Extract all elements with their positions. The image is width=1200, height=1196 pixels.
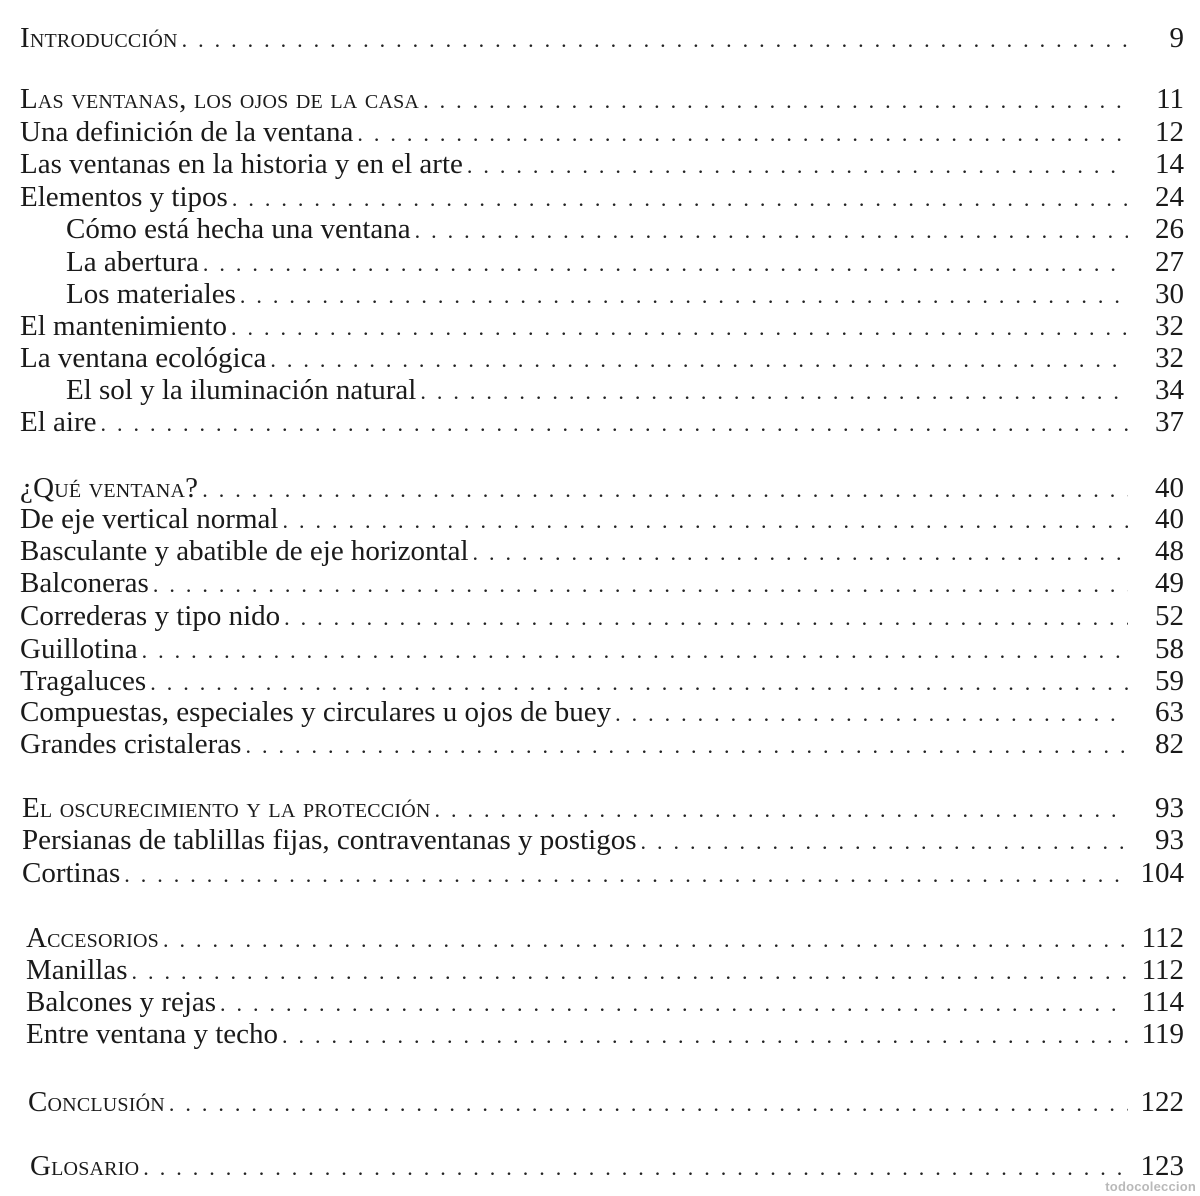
toc-entry-page: 114: [1141, 986, 1184, 1018]
toc-entry-sol-iluminacion: [66, 374, 1184, 408]
toc-entry-abertura: [66, 246, 1184, 280]
toc-entry-page: 49: [1155, 567, 1184, 599]
toc-entry-ventana-ecologica: [20, 342, 1184, 376]
toc-entry-title: Balconeras: [20, 567, 149, 599]
toc-entry-materiales: [66, 278, 1184, 312]
toc-entry-page: 93: [1155, 792, 1184, 824]
toc-entry-title: La ventana ecológica: [20, 342, 267, 374]
toc-entry-page: 48: [1155, 535, 1184, 567]
toc-entry-page: 123: [1140, 1150, 1184, 1182]
dot-leader: [245, 730, 1128, 762]
dot-leader: [169, 1088, 1128, 1120]
toc-entry-elementos-tipos: [20, 181, 1184, 215]
toc-entry-page: 37: [1155, 406, 1184, 438]
dot-leader: [231, 312, 1128, 344]
toc-entry-title: El mantenimiento: [20, 310, 227, 342]
dot-leader: [270, 344, 1128, 376]
toc-entry-persianas: [22, 824, 1184, 858]
toc-entry-page: 82: [1155, 728, 1184, 760]
toc-entry-como-esta-hecha: [66, 213, 1184, 247]
toc-entry-page: 112: [1141, 954, 1184, 986]
toc-entry-correderas: [20, 600, 1184, 634]
toc-entry-title: Basculante y abatible de eje horizontal: [20, 535, 469, 567]
toc-entry-page: 12: [1155, 116, 1184, 148]
toc-entry-title: Entre ventana y techo: [26, 1018, 279, 1050]
toc-entry-glosario: [30, 1150, 1184, 1184]
toc-entry-page: 30: [1155, 278, 1184, 310]
toc-entry-basculante: [20, 535, 1184, 569]
dot-leader: [153, 569, 1128, 601]
toc-entry-definicion: [20, 116, 1184, 150]
toc-entry-mantenimiento: [20, 310, 1184, 344]
dot-leader: [615, 698, 1128, 730]
dot-leader: [473, 537, 1128, 569]
toc-entry-manillas: [26, 954, 1184, 988]
dot-leader: [423, 85, 1128, 117]
toc-entry-cortinas: [22, 857, 1184, 891]
dot-leader: [182, 24, 1128, 56]
dot-leader: [143, 1152, 1128, 1184]
toc-entry-title: Grandes cristaleras: [20, 728, 242, 760]
toc-entry-page: 27: [1155, 246, 1184, 278]
dot-leader: [100, 408, 1128, 440]
toc-entry-grandes-cristaleras: [20, 728, 1184, 762]
dot-leader: [282, 505, 1128, 537]
toc-entry-title: Guillotina: [20, 633, 138, 665]
toc-entry-balcones-rejas: [26, 986, 1184, 1020]
toc-entry-title: Introducción: [20, 22, 178, 54]
dot-leader: [132, 956, 1129, 988]
toc-entry-title: De eje vertical normal: [20, 503, 279, 535]
toc-entry-page: 11: [1156, 83, 1184, 115]
toc-entry-balconeras: [20, 567, 1184, 601]
toc-entry-page: 40: [1155, 503, 1184, 535]
toc-entry-accesorios: [26, 922, 1184, 956]
toc-entry-conclusion: [28, 1086, 1184, 1120]
toc-entry-page: 24: [1155, 181, 1184, 213]
toc-entry-page: 32: [1155, 310, 1184, 342]
toc-entry-guillotina: [20, 633, 1184, 667]
toc-entry-page: 104: [1140, 857, 1184, 889]
dot-leader: [124, 859, 1128, 891]
toc-entry-title: Glosario: [30, 1150, 140, 1182]
toc-entry-title: Cortinas: [22, 857, 121, 889]
toc-entry-page: 14: [1155, 148, 1184, 180]
dot-leader: [150, 667, 1128, 699]
toc-entry-introduccion: [20, 22, 1184, 56]
toc-entry-eje-vertical: [20, 503, 1184, 537]
toc-entry-title: Las ventanas en la historia y en el arte: [20, 148, 463, 180]
toc-entry-page: 59: [1155, 665, 1184, 697]
toc-entry-page: 34: [1155, 374, 1184, 406]
watermark: todocoleccion: [1105, 1179, 1196, 1194]
dot-leader: [284, 602, 1128, 634]
toc-entry-page: 52: [1155, 600, 1184, 632]
toc-entry-page: 63: [1155, 696, 1184, 728]
toc-entry-title: El aire: [20, 406, 97, 438]
toc-entry-title: Tragaluces: [20, 665, 147, 697]
dot-leader: [202, 474, 1128, 506]
dot-leader: [415, 215, 1128, 247]
toc-entry-title: El oscurecimiento y la protección: [22, 792, 431, 824]
toc-entry-page: 40: [1155, 472, 1184, 504]
toc-entry-title: Los materiales: [66, 278, 236, 310]
toc-entry-title: Compuestas, especiales y circulares u ojos de buey: [20, 696, 612, 728]
toc-entry-title: ¿Qué ventana?: [20, 472, 199, 504]
dot-leader: [641, 826, 1129, 858]
toc-entry-title: Cómo está hecha una ventana: [66, 213, 411, 245]
dot-leader: [435, 794, 1128, 826]
dot-leader: [357, 118, 1128, 150]
toc-entry-page: 112: [1141, 922, 1184, 954]
dot-leader: [203, 248, 1128, 280]
toc-entry-page: 26: [1155, 213, 1184, 245]
toc-entry-title: Elementos y tipos: [20, 181, 228, 213]
toc-entry-title: Una definición de la ventana: [20, 116, 354, 148]
toc-entry-compuestas: [20, 696, 1184, 730]
dot-leader: [240, 280, 1128, 312]
dot-leader: [467, 150, 1128, 182]
toc-entry-title: Balcones y rejas: [26, 986, 217, 1018]
dot-leader: [220, 988, 1128, 1020]
toc-entry-title: Las ventanas, los ojos de la casa: [20, 83, 420, 115]
toc-entry-historia-arte: [20, 148, 1184, 182]
toc-entry-title: La abertura: [66, 246, 199, 278]
toc-entry-page: 119: [1141, 1018, 1184, 1050]
toc-entry-title: Conclusión: [28, 1086, 165, 1118]
toc-entry-page: 32: [1155, 342, 1184, 374]
toc-entry-title: Manillas: [26, 954, 128, 986]
toc-entry-page: 93: [1155, 824, 1184, 856]
toc-entry-que-ventana: [20, 472, 1184, 506]
toc-entry-las-ventanas: [20, 83, 1184, 117]
toc-entry-page: 58: [1155, 633, 1184, 665]
toc-entry-tragaluces: [20, 665, 1184, 699]
toc-entry-aire: [20, 406, 1184, 440]
dot-leader: [420, 376, 1128, 408]
dot-leader: [142, 635, 1128, 667]
dot-leader: [282, 1020, 1128, 1052]
toc-entry-page: 122: [1140, 1086, 1184, 1118]
toc-entry-entre-ventana-techo: [26, 1018, 1184, 1052]
toc-entry-page: 9: [1169, 22, 1184, 54]
toc-entry-title: Persianas de tablillas fijas, contraventanas y postigos: [22, 824, 637, 856]
toc-entry-title: El sol y la iluminación natural: [66, 374, 417, 406]
dot-leader: [163, 924, 1128, 956]
toc-entry-title: Correderas y tipo nido: [20, 600, 281, 632]
dot-leader: [232, 183, 1128, 215]
toc-entry-title: Accesorios: [26, 922, 159, 954]
toc-entry-oscurecimiento: [22, 792, 1184, 826]
